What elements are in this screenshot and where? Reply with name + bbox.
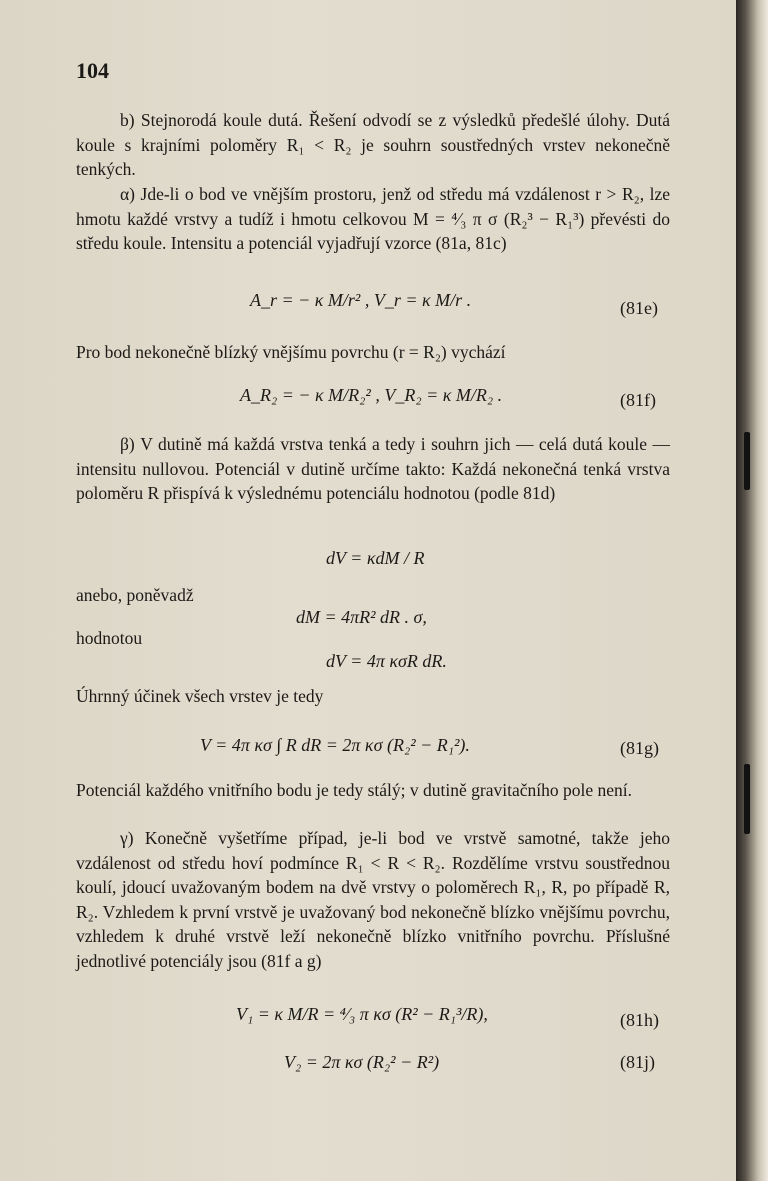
binding-mark <box>744 432 750 490</box>
equation-dM: dM = 4πR² dR . σ, <box>296 607 427 627</box>
equation-81h <box>236 1004 488 1025</box>
equation-81h-number: (81h) <box>620 1010 659 1030</box>
equation-81j-number: (81j) <box>620 1052 655 1072</box>
equation-dV2: dV = 4π κσR dR. <box>326 651 447 671</box>
equation-81h-text: V₁ = κ M/R = ⁴⁄₃ π κσ (R² − R₁³/R), <box>236 1004 488 1024</box>
paragraph-alpha: α) Jde-li o bod ve vnějším prostoru, jenž od středu má vzdálenost r > R₂, lze hmotu každé vrstvy a tudíž i hmotu celkovou M = ⁴⁄₃ π σ (R₂³ − R₁³) převésti do středu koule. Intensitu a potenciál vyjadřují vzorce (81a, 81c) <box>76 184 670 253</box>
paragraph-potencial: Potenciál každého vnitřního bodu je tedy stálý; v dutině gravitačního pole není. <box>76 780 632 800</box>
equation-81g <box>200 735 470 756</box>
paragraph-gamma: γ) Konečně vyšetříme případ, je-li bod ve vrstvě samotné, takže jeho vzdálenost od středu hoví podmínce R₁ < R < R₂. Rozdělíme vrstvu soustřednou koulí, jdoucí uvažovaným bodem na dvě vrstvy o poloměrech R₁, R, po případě R, R₂. Vzhledem k první vrstvě je uvažovaný bod nekonečně blízko vnějšímu povrchu, vzhledem k druhé vrstvě leží nekonečně blízko vnitřního povrchu. Příslušné jednotlivé potenciály jsou (81f a g) <box>76 828 670 971</box>
page-number: 104 <box>76 58 109 83</box>
equation-81e <box>250 290 471 311</box>
equation-81f <box>240 385 502 406</box>
equation-81g-text: V = 4π κσ ∫ R dR = 2π κσ (R₂² − R₁²). <box>200 735 470 755</box>
equation-81f-number: (81f) <box>620 390 656 410</box>
text-anebo: anebo, poněvadž <box>76 585 194 605</box>
paragraph-beta: β) V dutině má každá vrstva tenká a tedy i souhrn jich — celá dutá koule — intensitu nullovou. Potenciál v dutině určíme takto: Každá nekonečná tenká vrstva poloměru R přispívá k výslednému potenciálu hodnotou (podle 81d) <box>76 434 670 503</box>
text-hodnotou: hodnotou <box>76 628 143 648</box>
equation-81e-text: A_r = − κ M/r² , V_r = κ M/r . <box>250 290 472 310</box>
equation-81j-text: V₂ = 2π κσ (R₂² − R²) <box>284 1052 440 1072</box>
paragraph-surface: Pro bod nekonečně blízký vnějšímu povrchu (r = R₂) vychází <box>76 342 506 362</box>
paragraph-b: b) Stejnorodá koule dutá. Řešení odvodí se z výsledků předešlé úlohy. Dutá koule s krajními poloměry R₁ < R₂ je souhrn soustředných vrstev nekonečně tenkých. <box>76 110 670 179</box>
equation-dV: dV = κdM / R <box>326 548 425 568</box>
binding-mark <box>744 764 750 834</box>
equation-81e-number: (81e) <box>620 298 658 318</box>
page-edge-shadow <box>736 0 768 1181</box>
text-uhrnny: Úhrnný účinek všech vrstev je tedy <box>76 686 324 706</box>
equation-81f-text: A_R₂ = − κ M/R₂² , V_R₂ = κ M/R₂ . <box>240 385 503 405</box>
equation-81g-number: (81g) <box>620 738 659 758</box>
equation-81j <box>284 1052 439 1073</box>
